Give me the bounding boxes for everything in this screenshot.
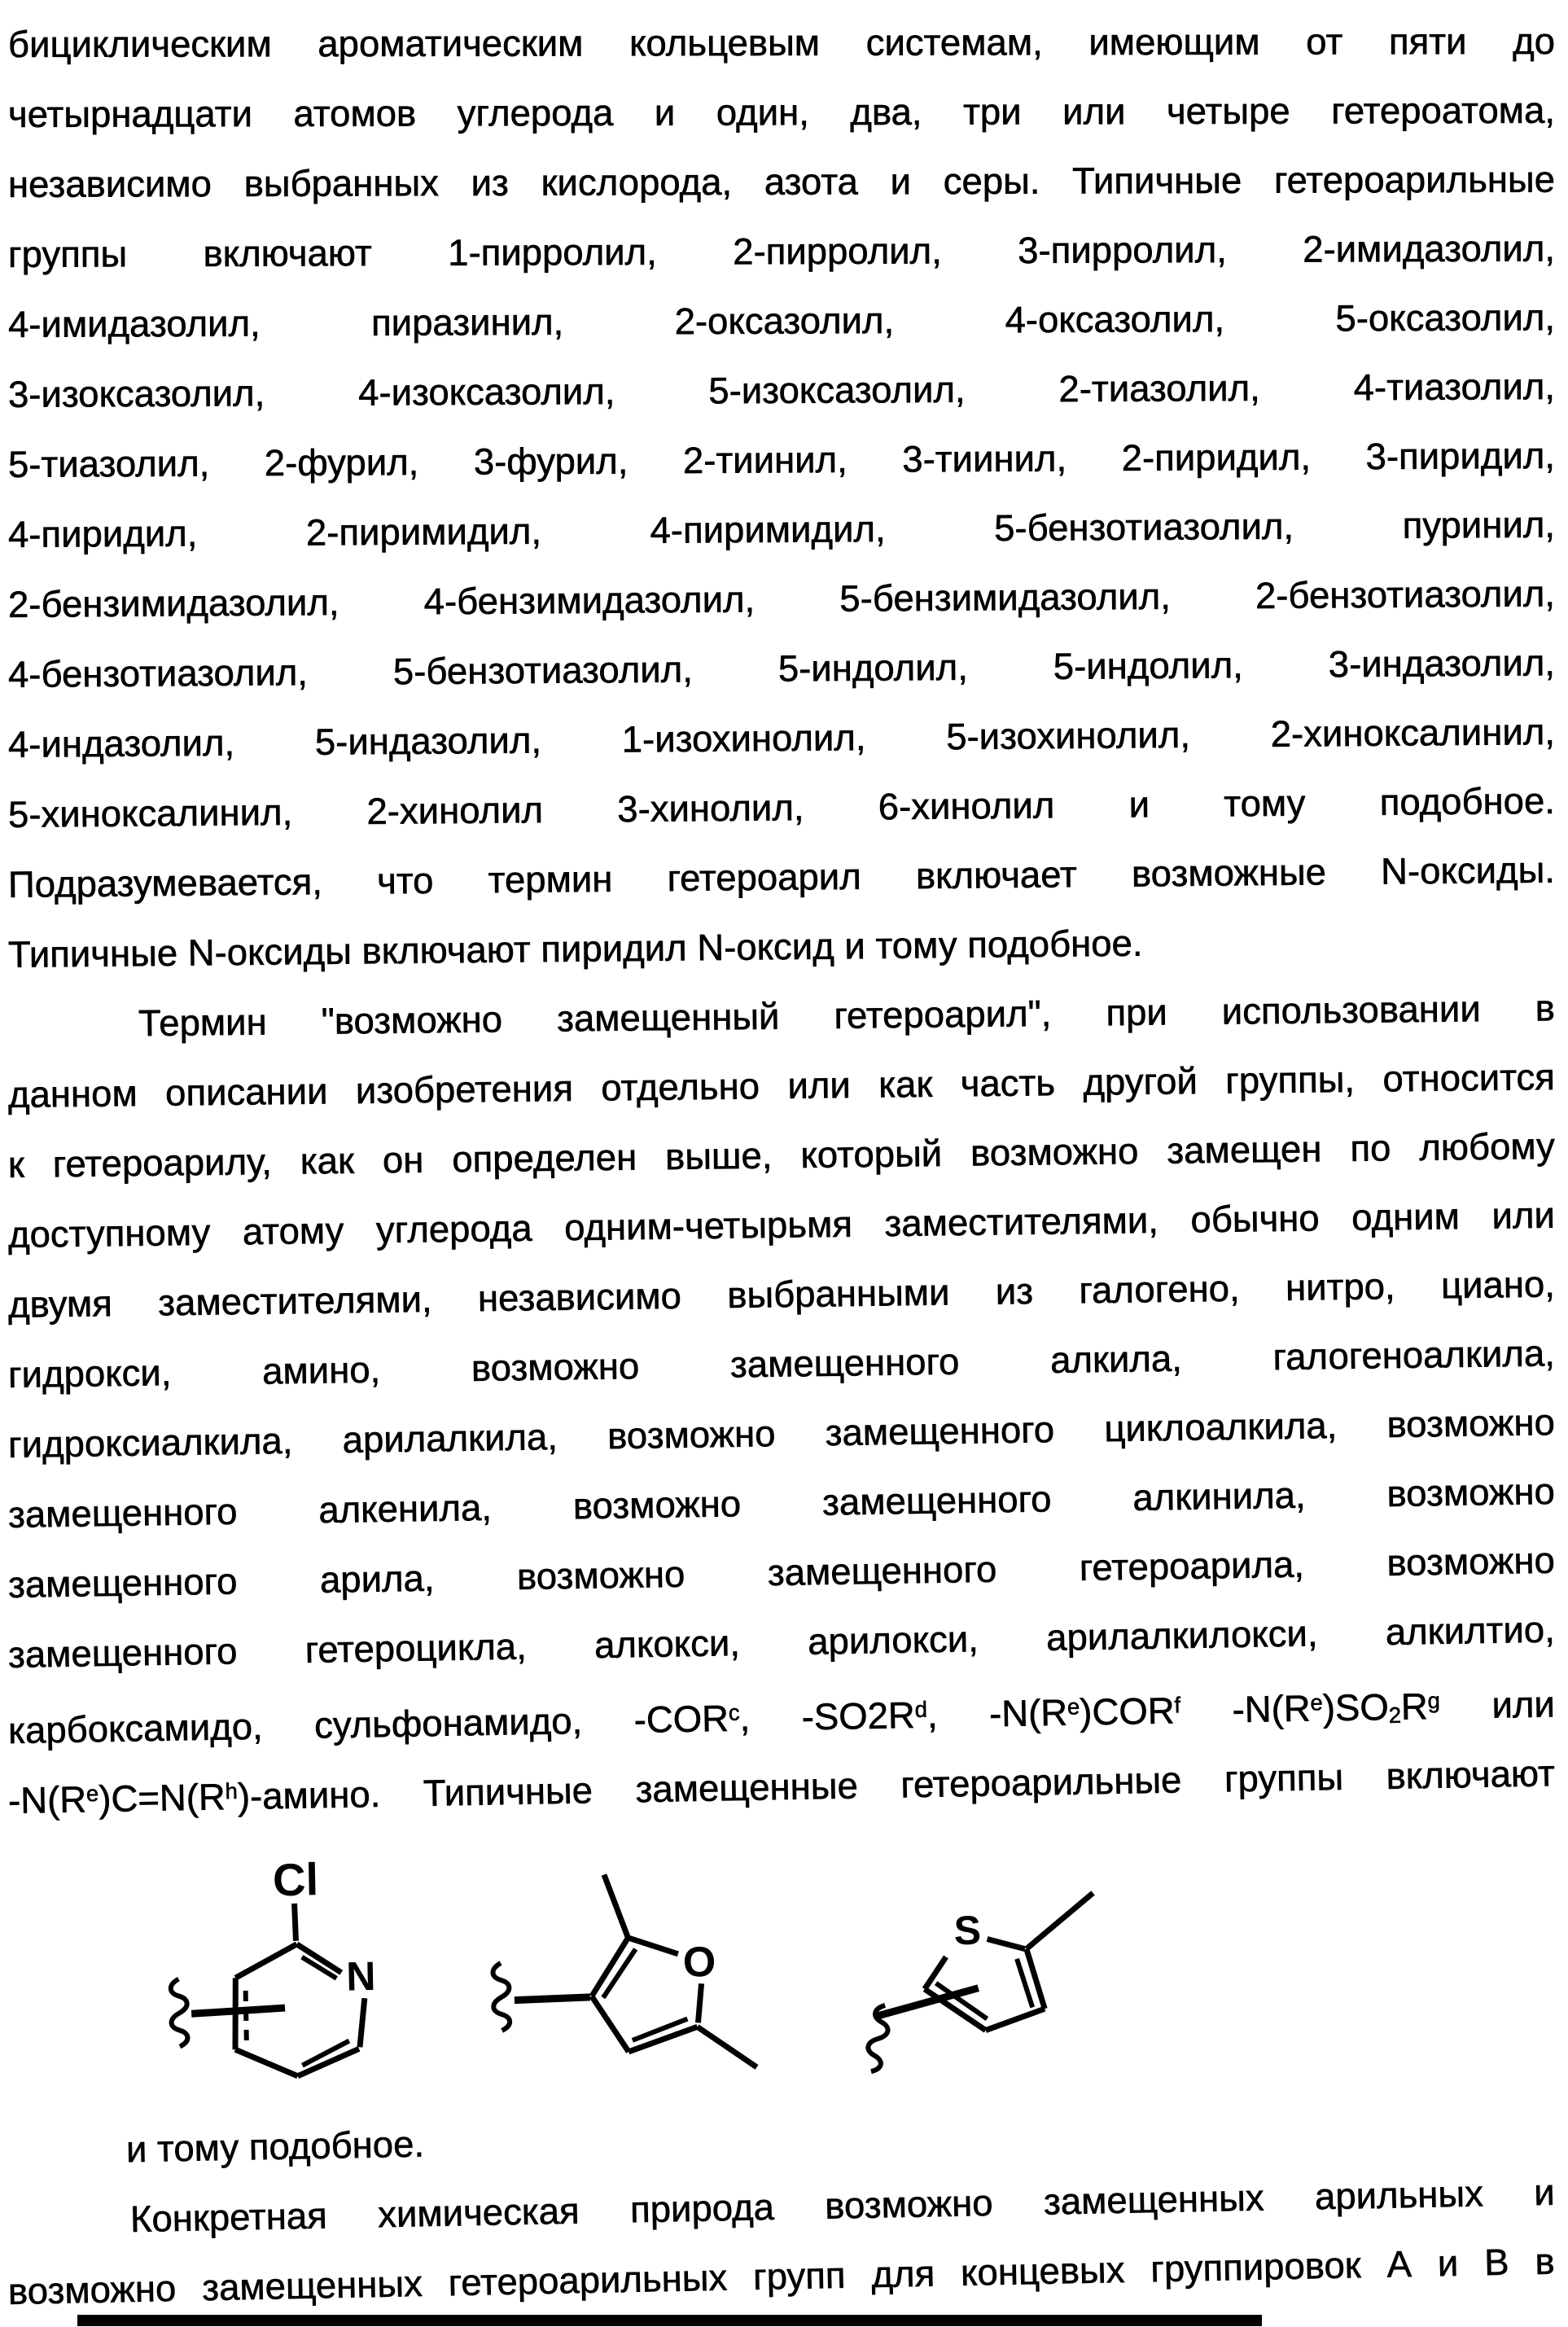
methyl-bond	[698, 2026, 757, 2068]
text-line: замещенного арила, возможно замещенного гетероарила, возможно	[7, 1539, 1556, 1606]
text-line: 3-изоксазолил, 4-изоксазолил, 5-изоксазолил, 2-тиазолил, 4-тиазолил,	[7, 366, 1556, 415]
subscript: 2	[1388, 1702, 1402, 1729]
methyl-bond	[1026, 1893, 1094, 1949]
text-line: данном описании изобретения отдельно или как часть другой группы, относится	[7, 1056, 1556, 1115]
attachment-bond	[515, 1997, 590, 2001]
superscript: e	[1067, 1694, 1080, 1720]
bottom-text-block	[8, 2117, 1555, 2327]
sulfur-label: S	[953, 1907, 982, 1954]
text-line: 5-хиноксалинил, 2-хинолил 3-хинолил, 6-хинолил и тому подобное.	[7, 779, 1556, 835]
superscript: d	[914, 1696, 928, 1722]
wavy-bond	[171, 1979, 188, 2046]
text-line: Типичные N-оксиды включают пиридил N-оксид и тому подобное.	[7, 922, 1143, 975]
structure-chloropyridinyl	[169, 1852, 378, 2079]
text-line: четырнадцати атомов углерода и один, два, три или четыре гетероатома,	[7, 89, 1556, 135]
text-line: 4-пиридил, 2-пиримидил, 4-пиримидил, 5-бензотиазолил, пуринил,	[7, 503, 1556, 555]
text-line: Конкретная химическая природа возможно замещенных арильных и	[129, 2171, 1556, 2241]
chemical-structures-figure	[0, 1848, 1568, 2129]
superscript: f	[1174, 1692, 1181, 1718]
text-line: гидроксиалкила, арилалкила, возможно замещенного циклоалкила, возможно	[7, 1401, 1556, 1466]
structure-methylthienyl	[860, 1893, 1096, 2074]
text-line: замещенного гетероцикла, алкокси, арилокси, арилалкилокси, алкилтио,	[7, 1608, 1556, 1676]
methyl-bond	[604, 1874, 628, 1939]
main-text-block	[8, 10, 1555, 1830]
text-line: двумя заместителями, независимо выбранными из галогено, нитро, циано,	[7, 1263, 1556, 1326]
text-line: независимо выбранных из кислорода, азота и серы. Типичные гетероарильные	[7, 158, 1556, 205]
nitrogen-label: N	[345, 1952, 376, 2000]
text-line: гидрокси, амино, возможно замещенного алкила, галогеноалкила,	[7, 1332, 1556, 1396]
superscript: c	[728, 1699, 740, 1725]
wavy-bond	[493, 1963, 510, 2031]
text-line: группы включают 1-пирролил, 2-пирролил, 3-пирролил, 2-имидазолил,	[7, 227, 1556, 275]
text-line: 4-имидазолил, пиразинил, 2-оксазолил, 4-оксазолил, 5-оксазолил,	[7, 296, 1556, 345]
text-line: 4-бензотиазолил, 5-бензотиазолил, 5-индолил, 5-индолил, 3-индазолил,	[7, 642, 1556, 695]
attachment-bond	[191, 2008, 285, 2014]
text-line: 2-бензимидазолил, 4-бензимидазолил, 5-бензимидазолил, 2-бензотиазолил,	[7, 572, 1556, 625]
chlorine-label: Cl	[272, 1853, 319, 1906]
superscript: h	[225, 1777, 239, 1804]
superscript: e	[85, 1781, 99, 1807]
oxygen-label: O	[682, 1938, 716, 1987]
text-line: замещенного алкенила, возможно замещенного алкинила, возможно	[7, 1470, 1556, 1536]
text-line: 5-тиазолил, 2-фурил, 3-фурил, 2-тиинил, 3-тиинил, 2-пиридил, 3-пиридил,	[7, 434, 1556, 485]
text-line: к гетероарилу, как он определен выше, который возможно замещен по любому	[7, 1124, 1556, 1185]
text-line: и тому подобное.	[125, 2123, 425, 2171]
structure-dimethylfuryl	[491, 1872, 756, 2072]
text-line: 4-индазолил, 5-индазолил, 1-изохинолил, 5-изохинолил, 2-хиноксалинил,	[7, 711, 1556, 765]
scan-artifact-bar	[77, 2315, 1262, 2326]
text-line: доступному атому углерода одним-четырьмя заместителями, обычно одним или	[7, 1194, 1556, 1256]
text-line: бициклическим ароматическим кольцевым системам, имеющим от пяти до	[7, 20, 1556, 65]
formula-line: $-N(R^e)C=N(R^h)$-амино. Типичные замещенные гетероарильные группы включают	[7, 1752, 1556, 1822]
text-line: Подразумевается, что термин гетероарил включает возможные N-оксиды.	[7, 848, 1556, 905]
formula-line: карбоксамидо, сульфонамидо, -COR$^c$, $-SO2R^d$, $-N(R^e)COR^f$ $-N(R^e)SO2R^g$ или	[7, 1683, 1556, 1752]
superscript: g	[1427, 1687, 1441, 1714]
superscript: e	[1310, 1689, 1323, 1716]
text-line: Термин "возможно замещенный гетероарил", при использовании в	[138, 987, 1556, 1045]
text-line: возможно замещенных гетероарильных групп для концевых группировок А и В в	[7, 2240, 1556, 2312]
